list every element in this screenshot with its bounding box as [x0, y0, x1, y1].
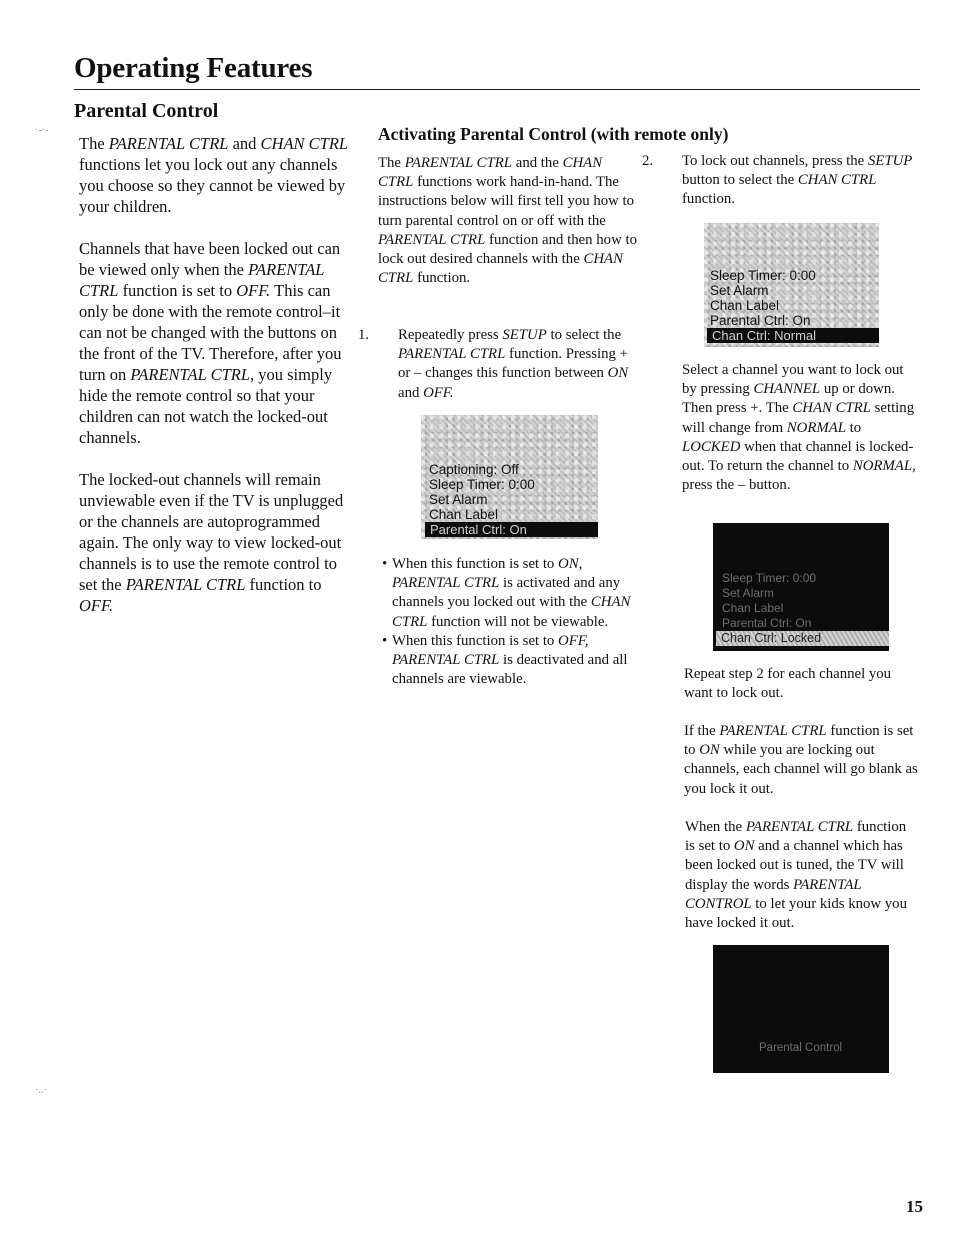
- activating-heading: Activating Parental Control (with remote only): [378, 124, 729, 144]
- osd-screen-parental-ctrl: [421, 415, 598, 539]
- step-2-number: 2.: [642, 153, 654, 169]
- osd-highlight: Chan Ctrl: Normal: [707, 328, 879, 343]
- step-2-text: To lock out channels, press the SETUP button to select the CHAN CTRL function.: [682, 153, 913, 208]
- osd-line: Chan Label: [710, 298, 780, 313]
- osd-line: Captioning: Off: [429, 462, 519, 477]
- osd-line: Chan Label: [429, 507, 499, 522]
- activating-intro-text: The PARENTAL CTRL and the CHAN CTRL functions work hand-in-hand. The instructions below will first tell you how to turn parental control on or off with the PARENTAL CTRL function and then how to lock out desired channels with the CHAN CTRL function.: [378, 155, 637, 287]
- step-1-number: 1.: [358, 327, 370, 343]
- osd-screen-parental-control: [713, 945, 889, 1073]
- osd-line: Set Alarm: [722, 586, 775, 600]
- bullet-list: [378, 555, 640, 689]
- osd-line: Set Alarm: [710, 283, 769, 298]
- osd-highlight: Chan Ctrl: Locked: [716, 631, 889, 646]
- osd-screen-chan-ctrl-locked: [713, 523, 889, 651]
- osd-parental-control-label: Parental Control: [759, 1042, 843, 1054]
- unviewable-paragraph: The locked-out channels will remain unviewable even if the TV is unplugged or the channels are autoprogrammed again. The only way to view locked-out channels is to use the remote control to set the PARENTAL CTRL function to OFF.: [79, 470, 344, 615]
- osd-line: Sleep Timer: 0:00: [722, 571, 817, 585]
- if-parental-text: If the PARENTAL CTRL function is set to ON while you are locking out channels, each channel will go blank as you lock it out.: [684, 723, 918, 797]
- activating-intro: [378, 154, 640, 288]
- page-number: 15: [906, 1197, 923, 1216]
- osd-line: Parental Ctrl: On: [710, 313, 811, 328]
- step-1-text: Repeatedly press SETUP to select the PARENTAL CTRL function. Pressing + or – changes this function between ON and OFF.: [398, 327, 629, 401]
- bullet-off: • When this function is set to OFF, PARENTAL CTRL is deactivated and all channels are viewable.: [382, 632, 628, 688]
- scan-mark: ·-·-: [35, 125, 49, 136]
- osd-highlight: Parental Ctrl: On: [425, 522, 598, 537]
- bullet-on: • When this function is set to ON, PARENTAL CTRL is activated and any channels you locked out with the CHAN CTRL function will not be viewable.: [382, 556, 631, 630]
- select-channel-text: Select a channel you want to lock out by pressing CHANNEL up or down. Then press +. The CHAN CTRL setting will change from NORMAL to LOCKED when that channel is locked-out. To return the channel to NORMAL, press the – button.: [682, 362, 916, 494]
- step-2: [642, 152, 916, 210]
- osd-line: Chan Label: [722, 601, 784, 615]
- osd-line: Set Alarm: [429, 492, 488, 507]
- page-title: Operating Features: [74, 52, 313, 84]
- step-1: [358, 326, 640, 403]
- when-parental-text: When the PARENTAL CTRL function is set to ON and a channel which has been locked out is tuned, the TV will display the words PARENTAL CONTROL to let your kids know you have locked it out.: [685, 819, 907, 932]
- title-rule: [74, 89, 920, 90]
- intro-paragraph: The PARENTAL CTRL and CHAN CTRL functions let you lock out any channels you choose so they cannot be viewed by your children.: [79, 134, 349, 216]
- left-column: [79, 133, 349, 637]
- scan-mark: ·..·: [35, 1085, 47, 1096]
- osd-line: Parental Ctrl: On: [722, 616, 812, 630]
- osd-screen-chan-ctrl-normal: [704, 223, 879, 347]
- osd-line: Sleep Timer: 0:00: [429, 477, 535, 492]
- section-title: Parental Control: [74, 100, 219, 122]
- repeat-text: Repeat step 2 for each channel you want to lock out.: [684, 666, 892, 702]
- osd-line: Sleep Timer: 0:00: [710, 268, 816, 283]
- locked-channels-paragraph: Channels that have been locked out can be viewed only when the PARENTAL CTRL function is set to OFF. This can only be done with the remote control–it can not be changed with the buttons on the front of the TV. Therefore, after you turn on PARENTAL CTRL, you simply hide the remote control so that your children can not watch the locked-out channels.: [79, 239, 342, 447]
